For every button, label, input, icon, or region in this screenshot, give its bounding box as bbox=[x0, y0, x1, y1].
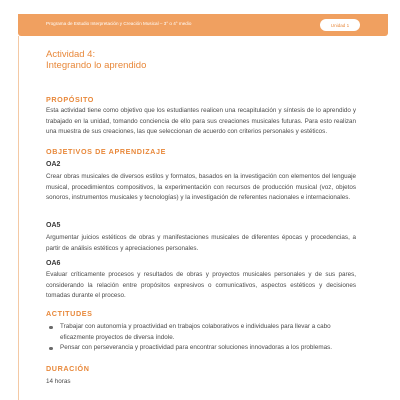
page-header bbox=[0, 14, 400, 36]
list-item bbox=[46, 322, 356, 343]
program-title: Programa de Estudio Interpretación y Creación Musical – 3° o 4° medio bbox=[46, 21, 192, 26]
objetivos-heading: OBJETIVOS DE APRENDIZAJE bbox=[46, 147, 166, 156]
proposito-heading: PROPÓSITO bbox=[46, 95, 95, 104]
oa5-code: OA5 bbox=[46, 222, 61, 229]
duracion-text: 14 horas bbox=[46, 378, 71, 385]
bullet-icon bbox=[49, 347, 53, 351]
oa2-code: OA2 bbox=[46, 161, 61, 168]
oa6-text: Evaluar críticamente procesos y resultados de obras y proyectos musicales personales y de sus pares, considerando la relación entre propósitos expresivos o comunicativos, aspectos estéticos y decisiones tomadas durante el proceso. bbox=[46, 271, 356, 300]
oa5-text: Argumentar juicios estéticos de obras y manifestaciones musicales de diferentes épocas y procedencias, a partir de análisis estéticos y apreciaciones personales. bbox=[46, 234, 356, 252]
proposito-text: Esta actividad tiene como objetivo que los estudiantes realicen una recapitulación y síntesis de lo aprendido y trabajado en la unidad, tomando conciencia de ello para sus creaciones musicales futuras. Para esto realizan una muestra de sus creaciones, las que seleccionan de acuerdo con criterios personales y estéticos. bbox=[46, 107, 356, 136]
activity-subtitle: Integrando lo aprendido bbox=[46, 60, 147, 71]
actitud-text: Pensar con perseverancia y proactividad para encontrar soluciones innovadoras a los problemas. bbox=[60, 344, 332, 352]
actitud-text: Trabajar con autonomía y proactividad en trabajos colaborativos e individuales para llevar a cabo eficazmente proyectos de diversa índole. bbox=[60, 323, 331, 341]
oa6-code: OA6 bbox=[46, 260, 61, 267]
list-item bbox=[46, 343, 356, 354]
oa2-text: Crear obras musicales de diversos estilos y formatos, basados en la investigación con elementos del lenguaje musical, procedimientos compositivos, la experimentación con recursos de producción musical (voz, objetos sonoros, instrumentos musicales y tecnologías) y la investigación de referentes nacionales e internacionales. bbox=[46, 173, 356, 202]
margin-line bbox=[18, 36, 19, 400]
bullet-icon bbox=[49, 326, 53, 330]
actitudes-list bbox=[46, 322, 356, 354]
actitudes-heading: ACTITUDES bbox=[46, 309, 93, 318]
activity-title: Actividad 4: bbox=[46, 49, 96, 60]
duracion-heading: DURACIÓN bbox=[46, 364, 90, 373]
unit-badge: Unidad 1 bbox=[320, 19, 360, 31]
